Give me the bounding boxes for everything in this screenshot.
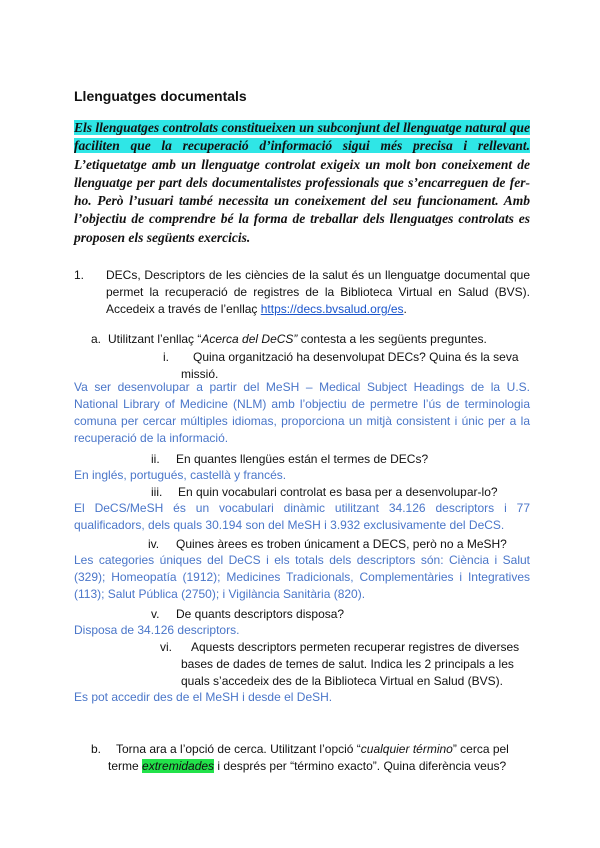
item-1-text — [106, 267, 530, 318]
subitem-b-part1: Torna ara a l’opció de cerca. Utilitzant l’opció “ — [116, 742, 361, 756]
subitem-a-after: contesta a les següents preguntes. — [297, 332, 487, 346]
question-number: vi. — [160, 640, 172, 654]
page-title: Llenguatges documentals — [74, 88, 247, 104]
answer-text: Les categories úniques del DeCS i els totals dels descriptors són: Ciència i Salut (329); Homeopatía (1912); Medicines Tradicionals, Complementàries i Integratives (113); Salut Pública (2750); i Vigilància Sanitària (820). — [74, 553, 530, 601]
question-text: Quines àrees es troben únicament a DECS, però no a MeSH? — [176, 537, 507, 551]
question-number: iii. — [151, 485, 163, 499]
item-1-after: . — [403, 302, 407, 316]
answer-text: Disposa de 34.126 descriptors. — [74, 623, 240, 637]
subitem-b-part2: ” cerca pel terme — [108, 742, 509, 773]
subitem-a-before: Utilitzant l’enllaç “ — [108, 332, 202, 346]
question-text: En quantes llengües están el termes de DECs? — [176, 452, 429, 466]
intro-highlighted-text: Els llenguatges controlats constitueixen un subconjunt del llenguatge natural que faciliten que la recuperació d’informació sigui més precisa i rellevant. — [74, 120, 530, 154]
subitem-b-text — [108, 741, 530, 775]
decs-link[interactable]: https://decs.bvsalud.org/es — [260, 302, 404, 316]
subitem-a-italic: Acerca del DeCS” — [201, 332, 298, 346]
question-text: Aquests descriptors permeten recuperar registres de diverses bases de dades de temes de salut. Indica les 2 principals a les quals s’accedeix des de la Biblioteca Virtual en Salud (BVS). — [181, 640, 520, 688]
answer-text: Es pot accedir des de el MeSH i desde el DeSH. — [74, 690, 333, 704]
intro-text: L’etiquetatge amb un llenguatge controlat exigeix un molt bon coneixement de llenguatge per part dels documentalistes professionals que s’encarreguen de fer-ho. Però l’usuari també necessita un coneixement del seu funcionament. Amb l’objectiu de comprendre bé la forma de treballar dels llenguatges controlats es proposen els següents exercicis. — [74, 156, 530, 245]
answer-text: En inglés, portugués, castellà y francés. — [74, 468, 287, 482]
subitem-letter: a. — [91, 332, 102, 346]
question-text: De quants descriptors disposa? — [176, 607, 345, 621]
subitem-letter: b. — [91, 742, 102, 756]
subitem-b-italic: cualquier término — [360, 742, 453, 756]
item-1-body: DECs, Descriptors de les ciències de la salut és un llenguatge documental que permet la recuperació de registres de la Biblioteca Virtual en Salud (BVS). Accedeix a través de l’enllaç — [106, 268, 530, 316]
item-number: 1. — [74, 268, 85, 282]
highlighted-term: extremidades — [142, 759, 215, 773]
question-text: En quin vocabulari controlat es basa per a desenvolupar-lo? — [178, 485, 498, 499]
answer-text: Va ser desenvolupar a partir del MeSH – Medical Subject Headings de la U.S. National Library of Medicine (NLM) amb l’objectiu de permetre l’ús de terminologia comuna per cercar múltiples idiomas, proporciona un mitjà consistent i únic per a la recuperació de la informació. — [74, 380, 530, 445]
subitem-b-part3: i després per “término exacto”. Quina diferència veus? — [214, 759, 507, 773]
question-number: v. — [151, 607, 160, 621]
intro-paragraph — [74, 119, 530, 247]
question-text: Quina organització ha desenvolupat DECs? Quina és la seva missió. — [181, 350, 519, 381]
subitem-a-text — [108, 331, 528, 348]
question-number: i. — [163, 350, 169, 364]
question-number: ii. — [151, 452, 160, 466]
question-number: iv. — [148, 537, 160, 551]
answer-text: El DeCS/MeSH és un vocabulari dinàmic utilitzant 34.126 descriptors i 77 qualificadors, dels quals 30.194 son del MeSH i 3.932 exclusivamente del DeCS. — [74, 501, 530, 532]
